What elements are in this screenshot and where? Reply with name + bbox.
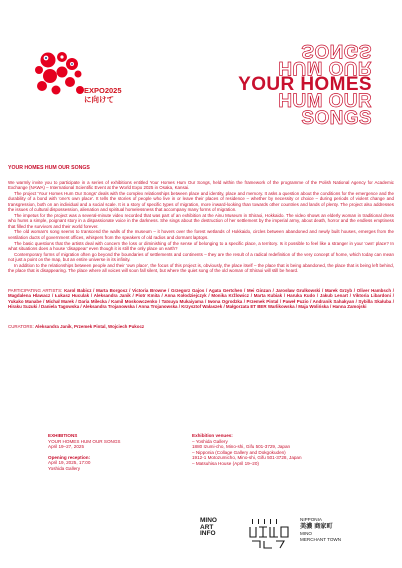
paragraph-1: We warmly invite you to participate in a series of exhibitions entitled Your Homes Hum Our Songs, held within the framework of the programme of the Polish National Agency for Academic Exchange (NAWA) – International Scientific Event at the World Expo 2025 in Osaka, Kansai. <box>8 179 394 191</box>
exhibitions-title: YOUR HOMES HUM OUR SONGS <box>48 438 121 444</box>
paragraph-3: The impetus for the project was a several-minute video recorded that was part of an exhibition at the Ainu Museum in Shiraoi, Hokkaido. The video shows an elderly woman in traditional dress who hums a simple, poignant story in a dispassionate voice in the darkness. She sings about the destruction of her settlement by the imperial army, about death, horror and the endless emptiness that filled the survivors and their world forever. <box>8 212 394 229</box>
venue-line-1: – Yoshida Gallery <box>192 438 228 444</box>
venue-line-5: – Matsuhisa House (April 19–20) <box>192 460 259 466</box>
participating-artists <box>8 288 394 310</box>
title-your-homes: YOUR HOMES <box>238 74 372 95</box>
paragraph-4: The old woman's song seems to transcend the walls of the museum – it hovers over the forest wetlands of Hokkaido, circles between abandoned and newly built houses, emerges from the ventilation ducts of government offices, whispers from the speakers of old radios and dormant laptops. <box>8 229 394 241</box>
exhibition-venues <box>192 433 362 467</box>
venues-label: Exhibition venues: <box>192 433 233 438</box>
nipponia-kanji: 美濃 商家町 <box>300 523 333 530</box>
sponsor-gallery-logo-icon <box>246 515 292 551</box>
expo-text-block <box>84 86 122 104</box>
paragraph-2: The project 'Your Homes Hum Our Songs' deals with the complex relationships between place and identity, place and memory. It asks a question about the conditions for the emergence and the durability of a bond with 'one's own place'. It tells the stories of people who live in or leave their places of residence – whether by necessity or choice – during periods of violent change and transgression, both on an individual and a social scale. It is a story of specific types of migration, more inward-looking than towards other countries and lands of plenty. The project also addresses the issues of cultural dispossession, alienation and spiritual homelessness that accompany many forms of migration. <box>8 190 394 213</box>
exhibition-info <box>48 433 178 472</box>
nipponia-merchant-town: MERCHANT TOWN <box>300 537 342 542</box>
participants-label: PARTICIPATING ARTISTS: <box>8 287 65 293</box>
mino-art-info-logo: MINO ART INFO <box>200 517 217 538</box>
nipponia-logo <box>300 517 380 543</box>
exhibitions-dates: April 19–27, 2025 <box>48 444 85 450</box>
venue-line-4: 1912-1 Motozumicho, Mino-shi, Gifu 501-3728, Japan <box>192 455 302 461</box>
expo-subtitle-japanese: に向けて <box>84 95 114 104</box>
main-content <box>8 166 394 330</box>
paragraph-5: The basic questions that the artists deal with concern the loss or diminishing of the sense of belonging to a specific place, a territory. Is it possible to feel like a stranger in your 'own' place? In what situations does a house 'disappear' even though it is still the only place on earth? <box>8 240 394 252</box>
venue-line-3: – Nipponia (Collage Gallery and Dokgokuden) <box>192 449 286 455</box>
nipponia-mino: MINO <box>300 531 312 536</box>
title-mirrored-hum-our: HUM OUR <box>278 57 372 78</box>
exhibition-title-block <box>172 42 372 127</box>
exhibitions-label: EXHIBITIONS <box>48 433 78 438</box>
title-mirrored-songs: SONGS <box>301 40 372 61</box>
opening-label: Opening reception: <box>48 454 91 460</box>
title-songs: SONGS <box>301 108 372 129</box>
opening-date: April 19, 2025, 17:00 <box>48 460 91 466</box>
participants-list: Karol Babicz / Marta Borgosz / Victoria Browne / Grzegorz Gajos / Agata Gertchen / Mei Ginzan / Jarosław Grulkowski / Marek Grzyb / Oliver Hambsch / Magdalena Hlawacz / Łukasz Huculak / Aleksandra Janik / Piotr Kmita / Anna Kołodziejczyk / Monika Kržlowicz / Marta Kubiak / Haruka Kudo / Jakub Lenart / Viktoria Libardoni / Yukako Manabe / Michał Marek / Daria Milecka / Kamil Moskowczenko / Tatsuya Mukaiyama / Iwona Ogrodzka / Przemek Pintal / Paweł Puzio / Andranik Sahakyan / Sybilla Skałuba / Hiraku Suzuki / Daniela Tagowska / Aleksandra Trojanowska / Anna Trojanowska / Krzysztof Wałaszek / Małgorzata ET BER Warlikowska / Maja Wolińska / Hanna Zamojski <box>8 287 394 310</box>
venue-line-2: 1880 Izumi-cho, Mino-shi, Gifu 501-3729, Japan <box>192 444 291 450</box>
paragraph-6: Contemporary forms of migration often go beyond the boundaries of settlements and continents – they are the result of a radical redefinition of the very concept of home, which today can mean not just a point on the map, but an entire universe in its infinity. <box>8 251 394 263</box>
expo-title: EXPO2025 <box>84 86 122 95</box>
nipponia-title: NIPPONIA <box>300 517 322 522</box>
opening-venue: Yoshida Gallery <box>48 465 81 471</box>
curators-label: CURATORS: <box>8 324 35 330</box>
paragraph-7: In addition to the relationships between people and their 'own place', the focus of this project is, obviously, the place itself – the place that is being abandoned, the place that is being left behind, the place that is disappearing. The place where all voices will soon fall silent, but where the quiet song of the old woman of Shiraoi will still be heard. <box>8 262 394 274</box>
content-heading: YOUR HOMES HUM OUR SONGS <box>8 165 90 171</box>
title-hum-our: HUM OUR <box>278 91 372 112</box>
curators <box>8 324 394 330</box>
curators-list: Aleksandra Janik, Przemek Pintal, Wojciech Pukocz <box>34 324 145 330</box>
